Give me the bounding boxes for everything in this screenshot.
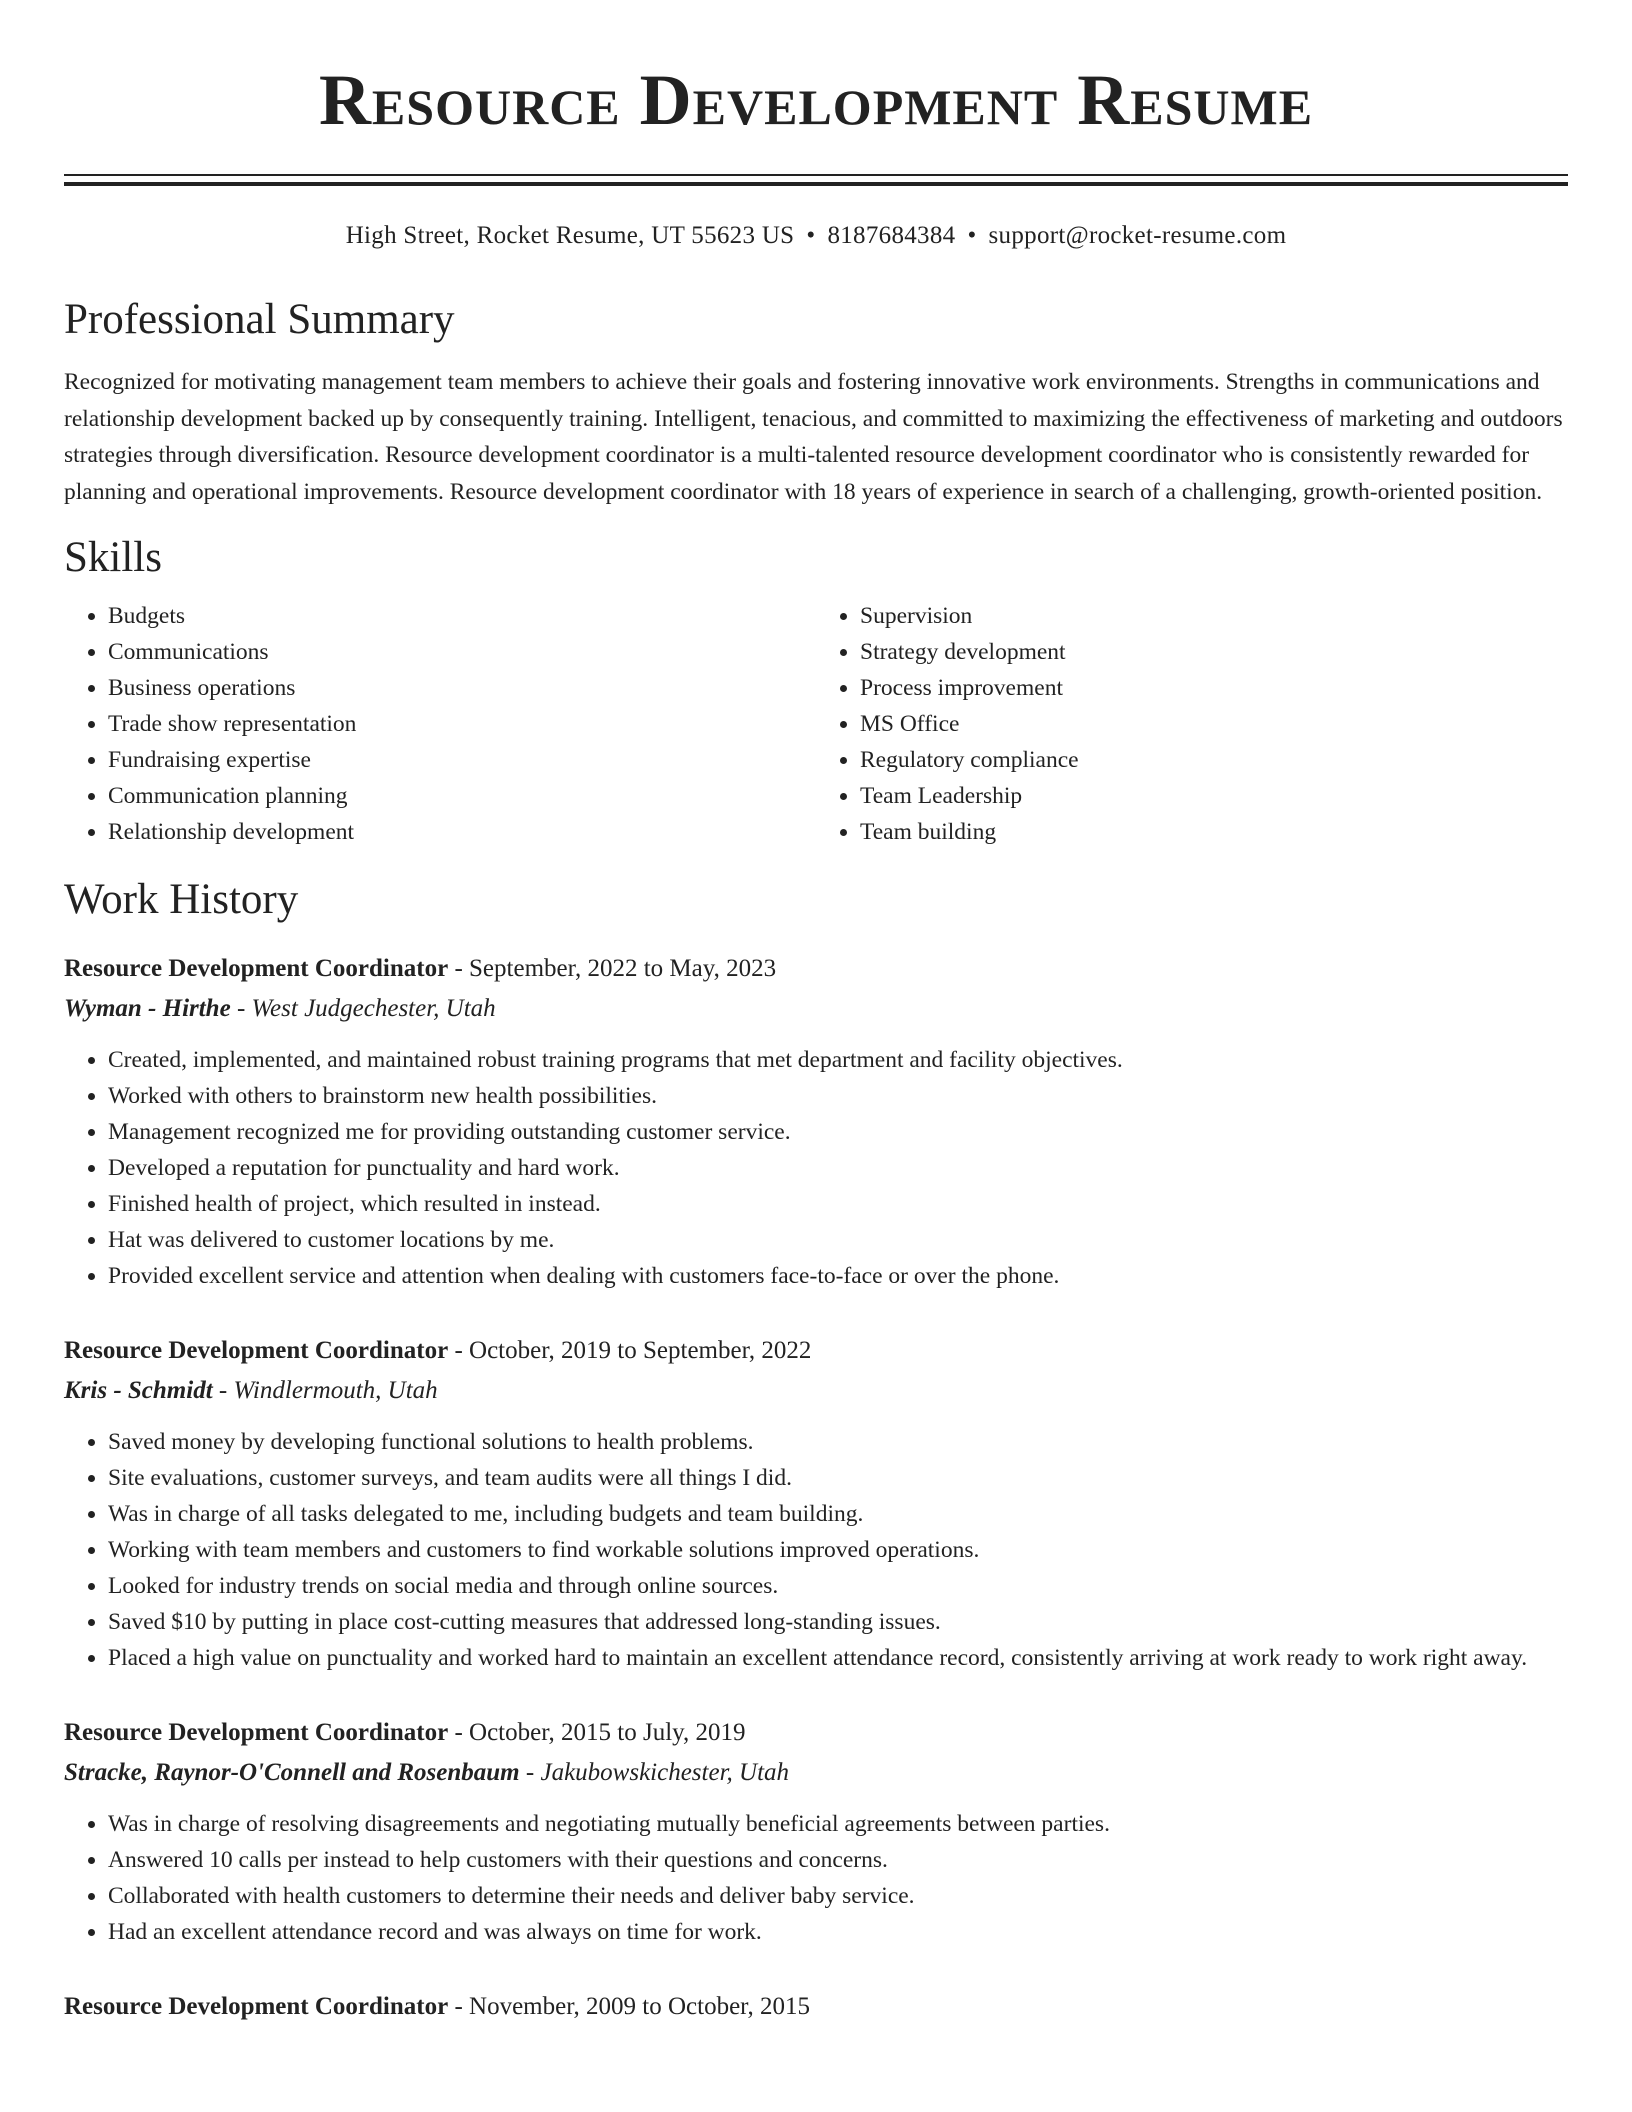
job-bullets — [64, 1042, 1568, 1294]
job-dates: September, 2022 to May, 2023 — [469, 955, 777, 982]
contact-separator: • — [967, 222, 977, 249]
job-title-line: Resource Development Coordinator - October, 2015 to July, 2019 — [64, 1719, 746, 1746]
job-company-line: Wyman - Hirthe - West Judgechester, Utah — [64, 995, 496, 1022]
resume-title: Resource Development Resume — [318, 60, 1314, 140]
contact-separator: • — [806, 222, 816, 249]
job-bullets — [64, 1424, 1568, 1676]
job-bullet: • Was in charge of resolving disagreements and negotiating mutually beneficial agreements between parties. — [108, 1806, 1568, 1842]
skills-list-right — [816, 598, 1568, 850]
job-bullet: • Collaborated with health customers to determine their needs and deliver baby service. — [108, 1878, 1568, 1914]
skill-item: • Budgets — [108, 598, 816, 634]
job-bullet: • Looked for industry trends on social media and through online sources. — [108, 1568, 1568, 1604]
contact-address: High Street, Rocket Resume, UT 55623 US — [345, 222, 795, 249]
job-dates: October, 2015 to July, 2019 — [469, 1719, 746, 1746]
job-bullet: • Answered 10 calls per instead to help customers with their questions and concerns. — [108, 1842, 1568, 1878]
job-bullet: • Hat was delivered to customer locations by me. — [108, 1222, 1568, 1258]
skill-item: • Strategy development — [860, 634, 1568, 670]
job-title: Resource Development Coordinator — [64, 1337, 449, 1364]
job-title-line: Resource Development Coordinator - October, 2019 to September, 2022 — [64, 1337, 812, 1364]
job-company-line: Stracke, Raynor-O'Connell and Rosenbaum - Jakubowskichester, Utah — [64, 1759, 790, 1786]
skill-item: • Fundraising expertise — [108, 742, 816, 778]
divider-thick — [64, 182, 1568, 186]
skill-item: • Process improvement — [860, 670, 1568, 706]
skill-item: • Team building — [860, 814, 1568, 850]
contact-email: support@rocket-resume.com — [988, 222, 1287, 249]
job-bullet: • Management recognized me for providing outstanding customer service. — [108, 1114, 1568, 1150]
job-title-line: Resource Development Coordinator - September, 2022 to May, 2023 — [64, 955, 777, 982]
contact-phone: 8187684384 — [827, 222, 956, 249]
contact-line — [64, 220, 1568, 252]
skills-columns — [64, 598, 1568, 850]
summary-heading: Professional Summary — [64, 296, 455, 343]
work-history-heading: Work History — [64, 876, 299, 923]
title-divider — [64, 174, 1568, 186]
job-bullet: • Provided excellent service and attention when dealing with customers face-to-face or over the phone. — [108, 1258, 1568, 1294]
job-bullet: • Placed a high value on punctuality and worked hard to maintain an excellent attendance record, consistently arriving at work ready to work right away. — [108, 1640, 1568, 1676]
skill-item: • Supervision — [860, 598, 1568, 634]
job-bullet: • Had an excellent attendance record and was always on time for work. — [108, 1914, 1568, 1950]
skill-item: • Regulatory compliance — [860, 742, 1568, 778]
summary-text: Recognized for motivating management team members to achieve their goals and fostering innovative work environments. Strengths in communications and relationship development backed up by consequently training. Intelligent, tenacious, and committed to maximizing the effectiveness of marketing and outdoors strategies through diversification. Resource development coordinator is a multi-talented resource development coordinator who is consistently rewarded for planning and operational improvements. Resource development coordinator with 18 years of experience in search of a challenging, growth-oriented position. — [64, 369, 1563, 505]
divider-thin — [64, 174, 1568, 176]
skills-heading: Skills — [64, 534, 162, 581]
job-entry — [64, 950, 1568, 1294]
job-company: Stracke, Raynor-O'Connell and Rosenbaum — [64, 1759, 520, 1786]
job-bullet: • Working with team members and customers to find workable solutions improved operations. — [108, 1532, 1568, 1568]
job-bullet: • Worked with others to brainstorm new health possibilities. — [108, 1078, 1568, 1114]
job-bullet: • Finished health of project, which resulted in instead. — [108, 1186, 1568, 1222]
job-title-line: Resource Development Coordinator - November, 2009 to October, 2015 — [64, 1993, 811, 2020]
job-company-line: Kris - Schmidt - Windlermouth, Utah — [64, 1377, 438, 1404]
skill-item: • Relationship development — [108, 814, 816, 850]
job-bullet: • Was in charge of all tasks delegated to me, including budgets and team building. — [108, 1496, 1568, 1532]
job-dates: November, 2009 to October, 2015 — [469, 1993, 811, 2020]
job-title: Resource Development Coordinator — [64, 1719, 449, 1746]
job-entry — [64, 1988, 1568, 2026]
job-bullet: • Saved money by developing functional solutions to health problems. — [108, 1424, 1568, 1460]
skill-item: • Communication planning — [108, 778, 816, 814]
skill-item: • Communications — [108, 634, 816, 670]
job-dates: October, 2019 to September, 2022 — [469, 1337, 812, 1364]
job-title: Resource Development Coordinator — [64, 1993, 449, 2020]
skill-item: • Team Leadership — [860, 778, 1568, 814]
job-entry — [64, 1714, 1568, 1950]
work-history-list — [64, 950, 1568, 2026]
job-bullets — [64, 1806, 1568, 1950]
skills-list-left — [64, 598, 816, 850]
job-bullet: • Created, implemented, and maintained robust training programs that met department and facility objectives. — [108, 1042, 1568, 1078]
skill-item: • MS Office — [860, 706, 1568, 742]
job-company: Wyman - Hirthe — [64, 995, 231, 1022]
skill-item: • Trade show representation — [108, 706, 816, 742]
job-bullet: • Site evaluations, customer surveys, and team audits were all things I did. — [108, 1460, 1568, 1496]
job-location: West Judgechester, Utah — [251, 995, 496, 1022]
job-location: Jakubowskichester, Utah — [540, 1759, 790, 1786]
job-entry — [64, 1332, 1568, 1676]
skill-item: • Business operations — [108, 670, 816, 706]
job-company: Kris - Schmidt — [64, 1377, 213, 1404]
job-location: Windlermouth, Utah — [233, 1377, 438, 1404]
job-title: Resource Development Coordinator — [64, 955, 449, 982]
job-bullet: • Developed a reputation for punctuality and hard work. — [108, 1150, 1568, 1186]
job-bullet: • Saved $10 by putting in place cost-cutting measures that addressed long-standing issues. — [108, 1604, 1568, 1640]
